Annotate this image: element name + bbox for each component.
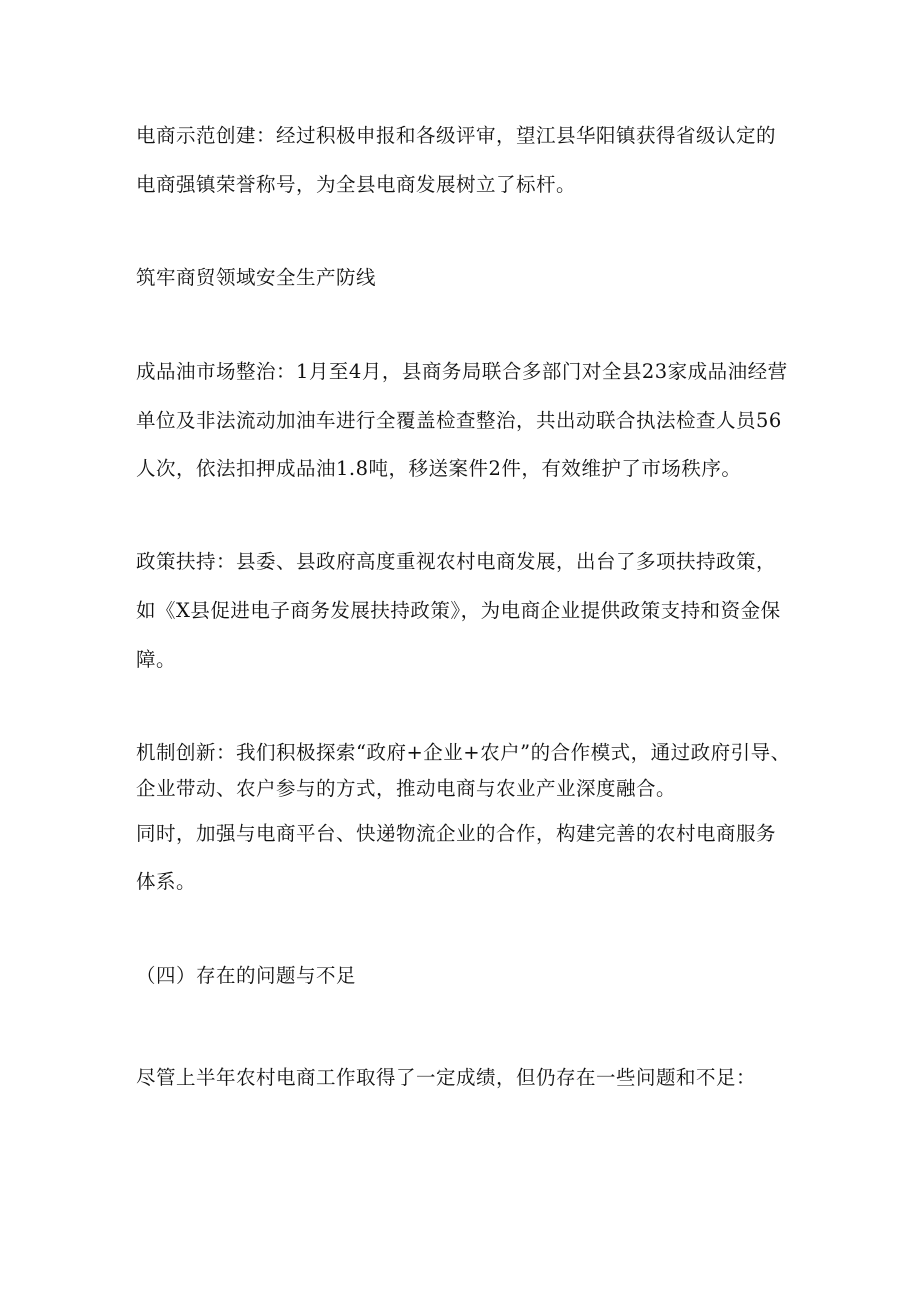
text-line: 企业带动、农户参与的方式，推动电商与农业产业深度融合。 [136, 777, 677, 800]
text-line: 同时，加强与电商平台、快递物流企业的合作，构建完善的农村电商服务 [136, 822, 777, 845]
text-line: 人次，依法扣押成品油1.8吨，移送案件2件，有效维护了市场秩序。 [136, 457, 742, 480]
text-line: 电商示范创建：经过积极申报和各级评审，望江县华阳镇获得省级认定的 [136, 124, 777, 147]
text-line: 政策扶持：县委、县政府高度重视农村电商发展，出台了多项扶持政策， [136, 550, 777, 573]
text-line: 体系。 [136, 870, 197, 893]
text-line: 如《X县促进电子商务发展扶持政策》，为电商企业提供政策支持和资金保 [136, 599, 781, 622]
text-line: 单位及非法流动加油车进行全覆盖检查整治，共出动联合执法检查人员56 [136, 409, 782, 432]
text-line: （四）存在的问题与不足 [136, 964, 357, 987]
text-line: 机制创新：我们积极探索“政府+企业+农户”的合作模式，通过政府引导、 [136, 741, 791, 764]
text-line: 障。 [136, 648, 177, 671]
text-line: 成品油市场整治：1月至4月，县商务局联合多部门对全县23家成品油经营 [136, 360, 788, 383]
text-line: 尽管上半年农村电商工作取得了一定成绩，但仍存在一些问题和不足： [136, 1066, 757, 1089]
text-line: 筑牢商贸领域安全生产防线 [136, 266, 377, 289]
text-line: 电商强镇荣誉称号，为全县电商发展树立了标杆。 [136, 173, 577, 196]
